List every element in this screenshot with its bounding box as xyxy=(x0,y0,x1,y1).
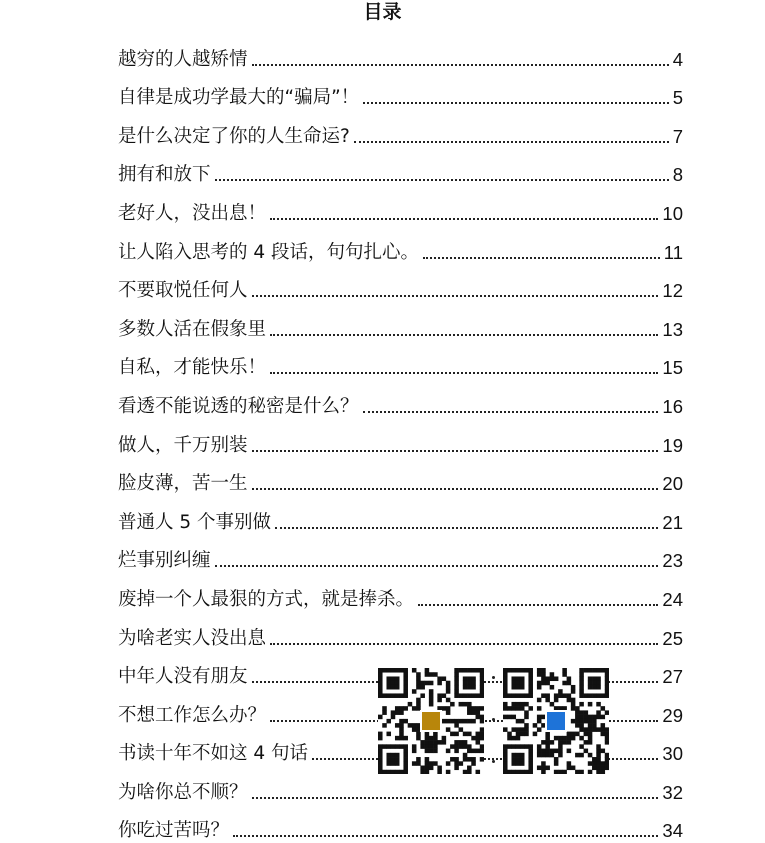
dot-leader xyxy=(252,64,669,66)
toc-entry[interactable] xyxy=(118,342,683,381)
toc-entry-page: 27 xyxy=(662,666,683,688)
dot-leader xyxy=(233,835,658,837)
dot-leader xyxy=(275,527,658,529)
dot-leader xyxy=(418,604,658,606)
toc-entry-title: 为啥老实人没出息 xyxy=(118,627,267,649)
dot-leader xyxy=(252,488,659,490)
toc-entry-title: 看透不能说透的秘密是什么？ xyxy=(118,395,359,417)
dot-leader xyxy=(215,179,669,181)
toc-entry-title: 烂事别纠缠 xyxy=(118,550,211,572)
dot-leader xyxy=(423,257,660,259)
qr-logo-icon xyxy=(421,711,441,731)
toc-entry-page: 25 xyxy=(662,627,683,649)
qr-code-left xyxy=(378,668,484,774)
toc-entry[interactable] xyxy=(118,226,683,265)
toc-entry-title: 让人陷入思考的 4 段话，句句扎心。 xyxy=(118,241,420,263)
dot-leader xyxy=(270,218,658,220)
separator-dot xyxy=(492,718,495,721)
toc-entry-page: 4 xyxy=(672,48,683,70)
toc-entry-title: 做人，千万别装 xyxy=(118,434,248,456)
dot-leader xyxy=(363,102,669,104)
toc-entry-page: 15 xyxy=(662,357,683,379)
toc-entry-page: 21 xyxy=(662,511,683,533)
separator-dot xyxy=(492,760,495,763)
toc-entry[interactable] xyxy=(118,265,683,304)
toc-entry-title: 老好人，没出息！ xyxy=(118,202,267,224)
dot-leader xyxy=(215,565,659,567)
toc-entry-title: 你吃过苦吗？ xyxy=(118,820,230,842)
toc-entry-title: 不要取悦任何人 xyxy=(118,280,248,302)
page-title: 目录 xyxy=(363,1,402,23)
toc-entry-page: 24 xyxy=(662,588,683,610)
toc-entry[interactable] xyxy=(118,149,683,188)
toc-entry-title: 越穷的人越矫情 xyxy=(118,48,248,70)
qr-code-icon xyxy=(503,668,609,774)
toc-entry[interactable] xyxy=(118,110,683,149)
toc-entry-page: 20 xyxy=(662,473,683,495)
toc-entry-page: 32 xyxy=(662,781,683,803)
qr-code-right xyxy=(503,668,609,774)
dot-leader xyxy=(252,450,659,452)
toc-entry-page: 7 xyxy=(672,125,683,147)
toc-entry-page: 30 xyxy=(662,743,683,765)
toc-entry-page: 29 xyxy=(662,704,683,726)
toc-entry[interactable] xyxy=(118,612,683,651)
dot-leader xyxy=(252,295,659,297)
dot-leader xyxy=(354,141,669,143)
dot-leader xyxy=(252,797,659,799)
qr-code-icon xyxy=(378,668,484,774)
toc-entry-page: 8 xyxy=(672,164,683,186)
toc-entry-page: 5 xyxy=(672,87,683,109)
toc-entry[interactable] xyxy=(118,187,683,226)
toc-entry[interactable] xyxy=(118,573,683,612)
toc-entry-page: 13 xyxy=(662,318,683,340)
toc-entry-title: 自私，才能快乐！ xyxy=(118,357,267,379)
toc-entry-title: 不想工作怎么办？ xyxy=(118,704,267,726)
toc-entry-page: 19 xyxy=(662,434,683,456)
dot-leader xyxy=(270,334,658,336)
toc-entry[interactable] xyxy=(118,535,683,574)
toc-entry-title: 脸皮薄，苦一生 xyxy=(118,473,248,495)
toc-entry-title: 多数人活在假象里 xyxy=(118,318,267,340)
toc-entry-page: 34 xyxy=(662,820,683,842)
toc-entry-title: 中年人没有朋友 xyxy=(118,666,248,688)
toc-entry[interactable] xyxy=(118,805,683,843)
dot-leader xyxy=(363,411,659,413)
toc-entry-title: 为啥你总不顺？ xyxy=(118,781,248,803)
toc-entry[interactable] xyxy=(118,496,683,535)
toc-entry[interactable] xyxy=(118,419,683,458)
toc-entry-page: 10 xyxy=(662,202,683,224)
toc-entry[interactable] xyxy=(118,380,683,419)
toc-entry[interactable] xyxy=(118,33,683,72)
toc-entry-title: 自律是成功学最大的“骗局”！ xyxy=(118,87,360,109)
toc-entry[interactable] xyxy=(118,303,683,342)
toc-entry-page: 16 xyxy=(662,395,683,417)
toc-entry-page: 11 xyxy=(663,241,683,263)
qr-logo-icon xyxy=(546,711,566,731)
toc-entry-page: 23 xyxy=(662,550,683,572)
dot-leader xyxy=(270,643,658,645)
toc-entry[interactable] xyxy=(118,458,683,497)
toc-entry-title: 书读十年不如这 4 句话 xyxy=(118,743,309,765)
toc-entry-title: 废掉一个人最狠的方式，就是捧杀。 xyxy=(118,588,415,610)
separator-dot xyxy=(492,676,495,679)
toc-entry-page: 12 xyxy=(662,280,683,302)
toc-entry[interactable] xyxy=(118,72,683,111)
dot-leader xyxy=(270,372,658,374)
toc-entry-title: 是什么决定了你的人生命运? xyxy=(118,125,350,147)
toc-entry-title: 拥有和放下 xyxy=(118,164,211,186)
toc-entry-title: 普通人 5 个事别做 xyxy=(118,511,272,533)
